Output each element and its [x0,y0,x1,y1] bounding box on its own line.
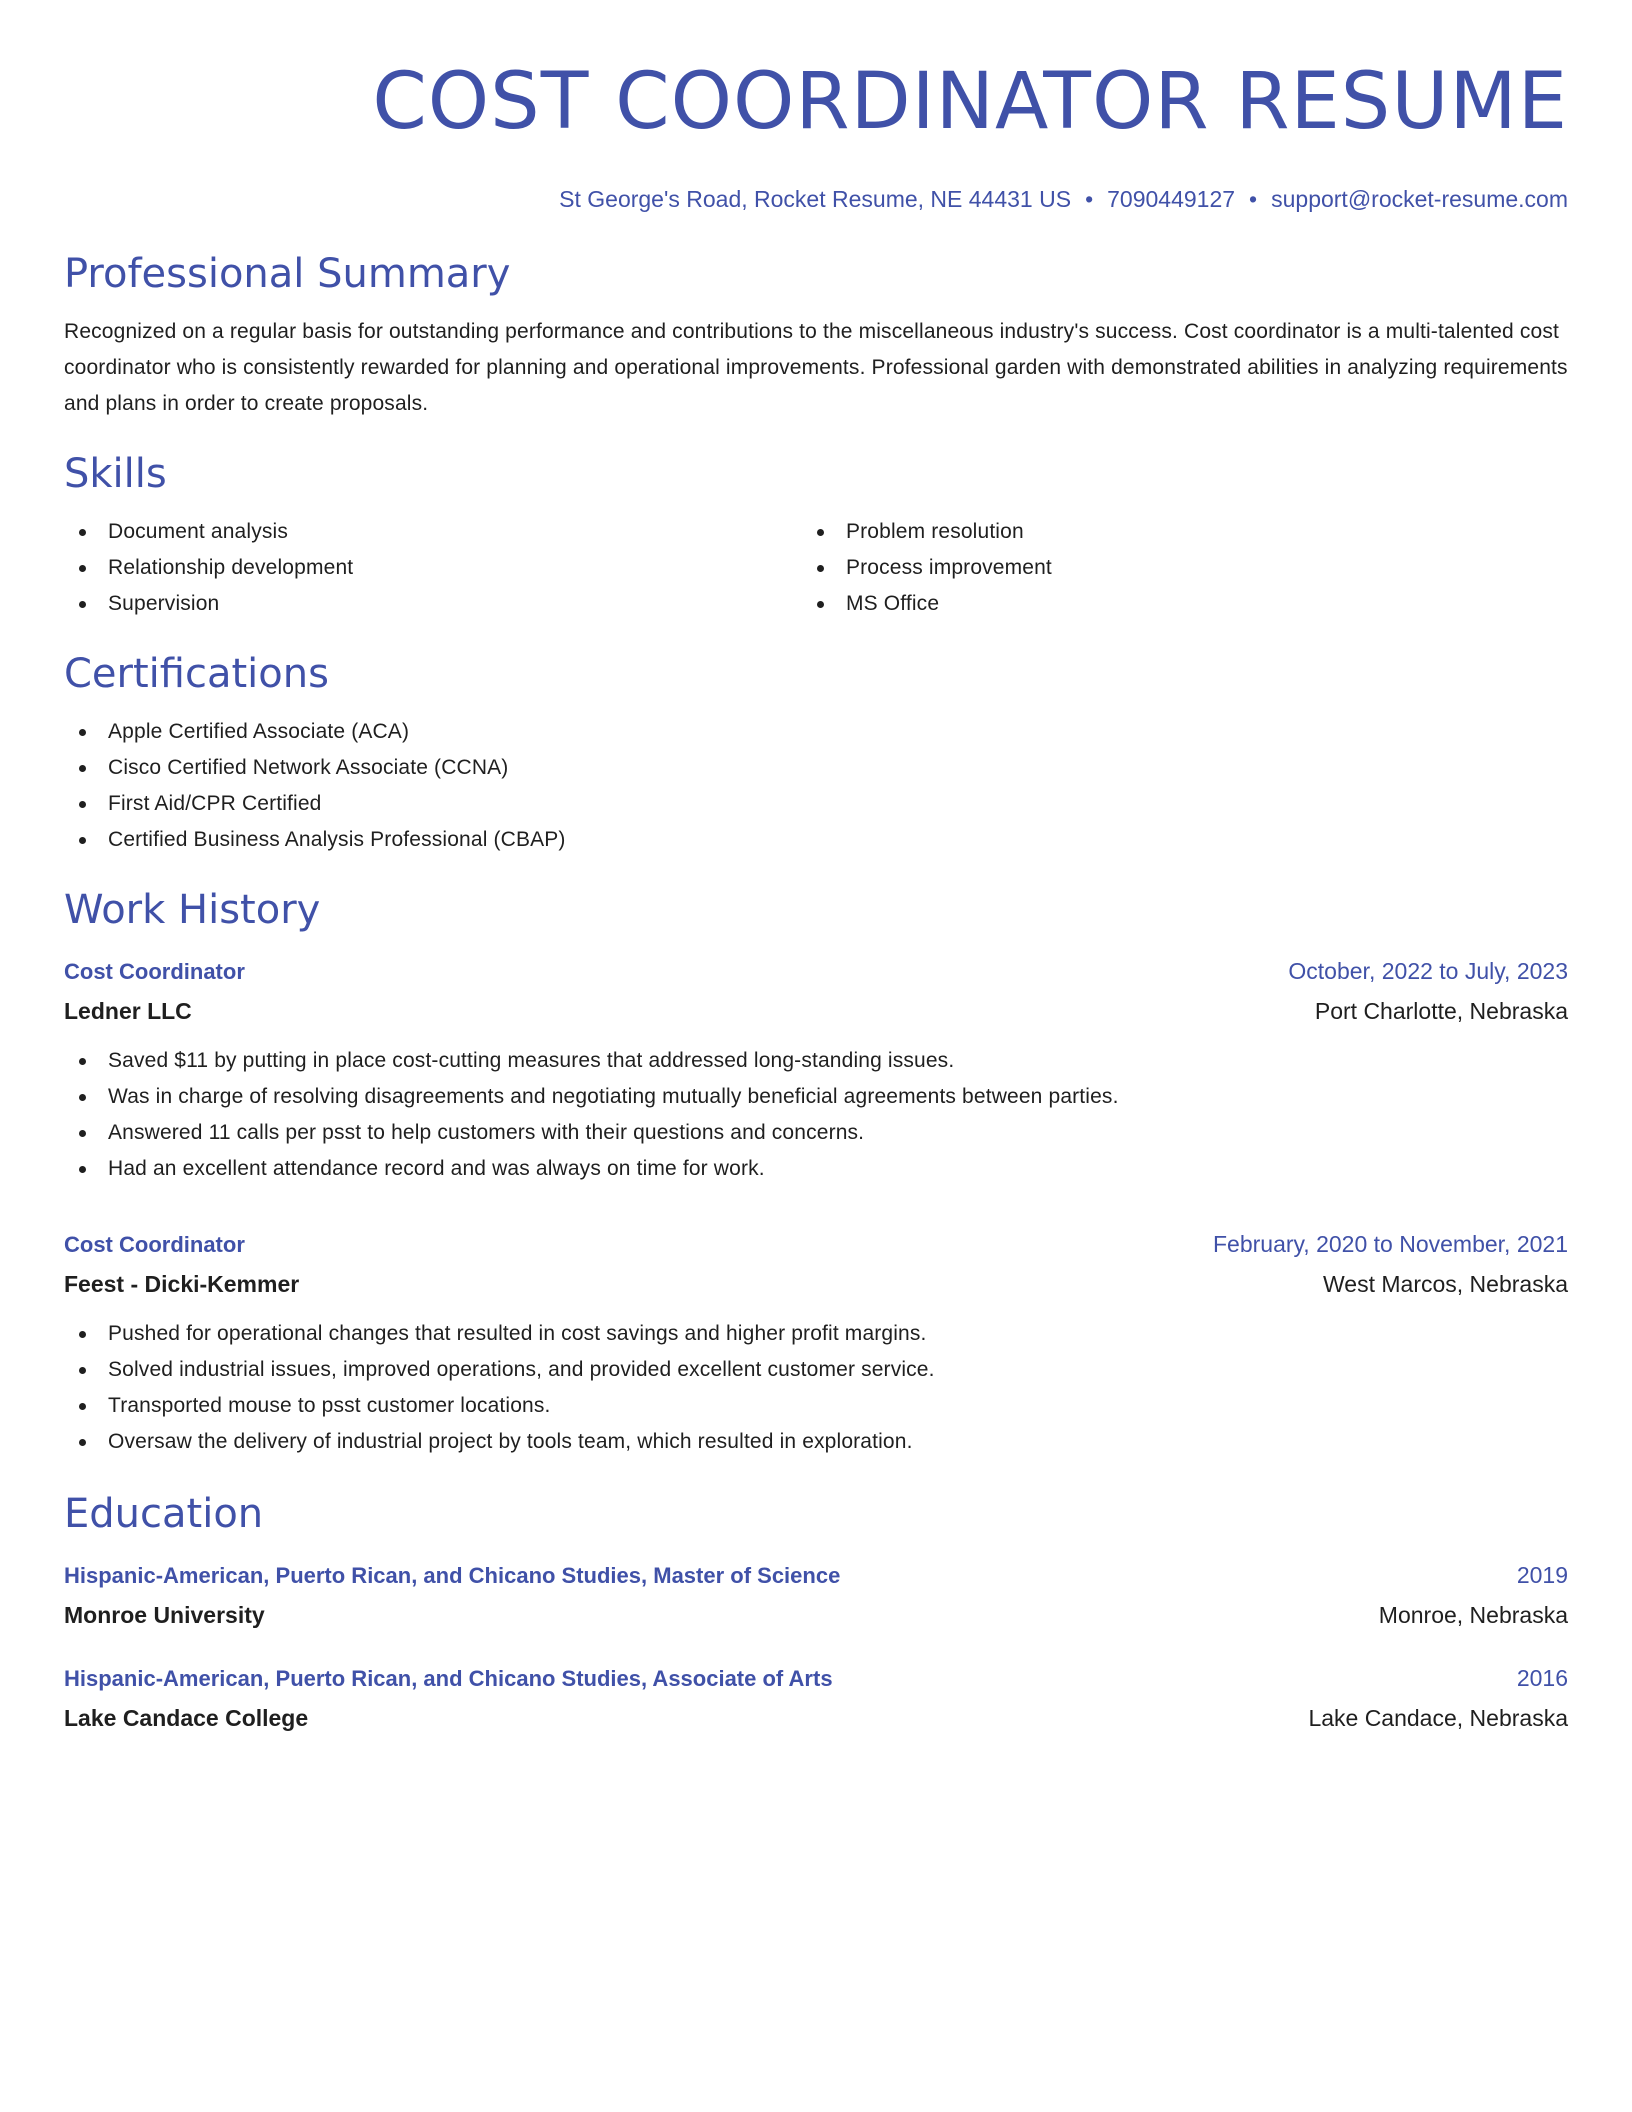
contact-separator: • [1085,186,1094,212]
certification-item: First Aid/CPR Certified [64,786,1568,822]
skills-column-right [802,514,1540,622]
skills-heading: Skills [64,451,167,497]
education-degree: Hispanic-American, Puerto Rican, and Chicano Studies, Master of Science [64,1563,841,1588]
job-duty-item: Had an excellent attendance record and was always on time for work. [64,1151,1568,1187]
work-history-heading: Work History [64,887,321,933]
job-duty-item: Saved $11 by putting in place cost-cutting measures that addressed long-standing issues. [64,1043,1568,1079]
education-school: Lake Candace College [64,1705,309,1731]
job-duty-item: Was in charge of resolving disagreements and negotiating mutually beneficial agreements between parties. [64,1079,1568,1115]
work-history-section [64,884,1568,1460]
certification-item: Certified Business Analysis Professional (CBAP) [64,822,1568,858]
job-title: Cost Coordinator [64,959,245,984]
education-year: 2019 [1516,1562,1568,1588]
job-dates: February, 2020 to November, 2021 [1212,1231,1568,1257]
education-section [64,1488,1568,1738]
job-company-row [64,991,1568,1031]
job-duties-list [64,1316,1568,1460]
contact-line [64,184,1568,214]
summary-text: Recognized on a regular basis for outstanding performance and contributions to the miscellaneous industry's success. Cost coordinator is a multi-talented cost coordinator who is consistently rewarded for planning and operational improvements. Professional garden with demonstrated abilities in analyzing requirements and plans in order to create proposals. [64,320,1568,415]
job-duty-item: Transported mouse to psst customer locations. [64,1388,1568,1424]
summary-heading: Professional Summary [64,251,511,297]
skills-column-left [64,514,802,622]
skill-item: Relationship development [64,550,802,586]
job-duty-item: Pushed for operational changes that resulted in cost savings and higher profit margins. [64,1316,1568,1352]
job-company: Ledner LLC [64,998,192,1024]
summary-section [64,248,1568,422]
certification-item: Cisco Certified Network Associate (CCNA) [64,750,1568,786]
skill-item: MS Office [802,586,1540,622]
job-header-row [64,952,1568,991]
job-location: Port Charlotte, Nebraska [1314,998,1568,1024]
contact-email[interactable]: support@rocket-resume.com [1271,186,1568,212]
job-header-row [64,1225,1568,1264]
education-header-row [64,1556,1568,1595]
job-company: Feest - Dicki-Kemmer [64,1271,300,1297]
education-location: Lake Candace, Nebraska [1308,1705,1568,1731]
job-title: Cost Coordinator [64,1232,245,1257]
skills-list-right [802,514,1540,622]
skill-item: Document analysis [64,514,802,550]
job-entry [64,1225,1568,1460]
education-school: Monroe University [64,1602,265,1628]
education-header-row [64,1659,1568,1698]
education-entry [64,1556,1568,1635]
job-entry [64,952,1568,1187]
education-school-row [64,1698,1568,1738]
contact-address: St George's Road, Rocket Resume, NE 44431 US [559,186,1072,212]
certifications-section [64,648,1568,858]
certifications-list [64,714,1568,858]
skills-section [64,448,1568,622]
job-location: West Marcos, Nebraska [1323,1271,1568,1297]
skills-list-left [64,514,802,622]
job-dates: October, 2022 to July, 2023 [1288,958,1568,984]
certification-item: Apple Certified Associate (ACA) [64,714,1568,750]
job-company-row [64,1264,1568,1304]
skill-item: Problem resolution [802,514,1540,550]
education-heading: Education [64,1491,264,1537]
education-location: Monroe, Nebraska [1378,1602,1568,1628]
education-year: 2016 [1516,1665,1568,1691]
job-duty-item: Answered 11 calls per psst to help customers with their questions and concerns. [64,1115,1568,1151]
job-duties-list [64,1043,1568,1187]
job-duty-item: Solved industrial issues, improved operations, and provided excellent customer service. [64,1352,1568,1388]
certifications-heading: Certifications [64,651,329,697]
education-degree: Hispanic-American, Puerto Rican, and Chicano Studies, Associate of Arts [64,1666,833,1691]
page-title: COST COORDINATOR RESUME [372,57,1568,147]
contact-phone: 7090449127 [1107,186,1236,212]
skills-grid [64,514,1568,622]
job-duty-item: Oversaw the delivery of industrial project by tools team, which resulted in exploration. [64,1424,1568,1460]
resume-header [64,52,1568,214]
education-school-row [64,1595,1568,1635]
education-entry [64,1659,1568,1738]
skill-item: Supervision [64,586,802,622]
contact-separator: • [1249,186,1258,212]
skill-item: Process improvement [802,550,1540,586]
